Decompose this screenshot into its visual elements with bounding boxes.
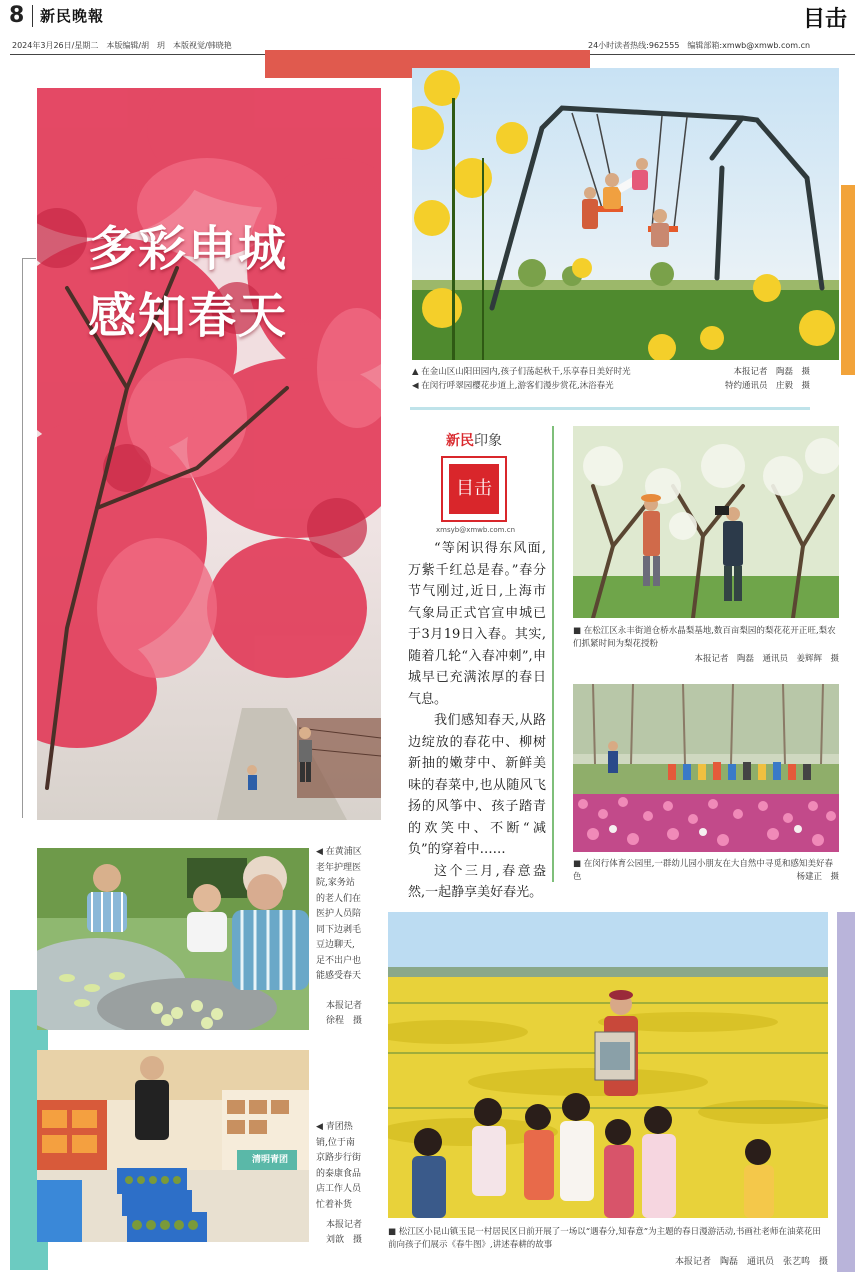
elderly-care-photo bbox=[37, 848, 309, 1030]
article-paragraph-3: 这个三月,春意盎然,一起静享美好春光。 bbox=[408, 863, 546, 900]
brand-name: 新民 bbox=[446, 433, 474, 449]
cherry-blossom-photo bbox=[37, 88, 381, 820]
swing-caption: ▲ 在金山区山阳田园内,孩子们荡起秋千,乐享春日美好时光 bbox=[412, 367, 631, 377]
logo-email: xmsyb@xmwb.com.cn bbox=[436, 526, 516, 534]
feature-title-line2: 感知春天 bbox=[88, 288, 289, 344]
article-body bbox=[408, 538, 546, 904]
article-paragraph-1: “等闲识得东风面,万紫千红总是春。”春分节气刚过,近日,上海市气象局正式官宣申城已于3月19日入春。其实,随着几轮“入春冲刺”,申城早已充满浓厚的春日气息。 bbox=[408, 541, 546, 707]
header-divider bbox=[32, 5, 33, 27]
hotline: 24小时读者热线:962555 编辑部箱:xmwb@xmwb.com.cn bbox=[588, 41, 811, 50]
page-number: 8 bbox=[9, 3, 25, 28]
elderly-caption: ◀ 在黄浦区老年护理医院,家务站的老人们在医护人员陪同下边剥毛豆边聊天,足不出户也能感受春天 bbox=[316, 847, 362, 981]
article-paragraph-2: 我们感知春天,从路边绽放的春花中、柳树新抽的嫩芽中、新鲜美味的春菜中,也从随风飞扬的风筝中、孩子踏青的欢笑中、不断“减负”的穿着中…… bbox=[408, 713, 546, 857]
pear-orchard-photo bbox=[573, 426, 839, 618]
tulip-park-photo bbox=[573, 684, 839, 852]
section-title: 目击 bbox=[803, 7, 848, 32]
elderly-credit-name: 徐程 摄 bbox=[325, 1016, 362, 1026]
accent-orange-strip bbox=[841, 185, 855, 375]
field-caption: ■ 松江区小昆山镇玉昆一村居民区日前开展了一场以“遇春分,知春意”为主题的春日漫游活动,书画社老师在油菜花田前向孩子们展示《春牛图》,讲述春耕的故事 bbox=[388, 1227, 821, 1250]
thin-bracket-top bbox=[22, 258, 36, 259]
elderly-credit-role: 本报记者 bbox=[325, 1001, 362, 1011]
pear-credit: 本报记者 陶磊 通讯员 姜辉辉 摄 bbox=[694, 654, 839, 664]
food-shop-photo bbox=[37, 1050, 309, 1242]
swing-credit: 本报记者 陶磊 摄 bbox=[733, 367, 810, 377]
cherry-caption: ◀ 在闵行呼翠园樱花步道上,游客们漫步赏花,沐浴春光 bbox=[412, 381, 614, 391]
feature-title-line1: 多彩申城 bbox=[88, 221, 289, 277]
swing-photo bbox=[412, 68, 839, 360]
brand-logo bbox=[436, 430, 516, 534]
food-credit-name: 刘歆 摄 bbox=[325, 1235, 362, 1245]
pear-caption: ■ 在松江区永丰街道仓桥水晶梨基地,数百亩梨园的梨花花开正旺,梨农们抓紧时间为梨花授粉 bbox=[573, 626, 836, 649]
brand-tail: 印象 bbox=[474, 433, 502, 449]
thin-bracket-line bbox=[22, 258, 23, 818]
accent-skyblue-rule bbox=[410, 407, 810, 410]
accent-lavender-strip bbox=[837, 912, 855, 1272]
tulip-credit: 杨建正 摄 bbox=[796, 872, 839, 882]
food-caption: ◀ 青团热销,位于南京路步行街的泰康食品店工作人员忙着补货 bbox=[316, 1122, 362, 1210]
food-credit-role: 本报记者 bbox=[325, 1220, 362, 1230]
field-credit: 本报记者 陶磊 通讯员 张艺鸣 摄 bbox=[674, 1257, 828, 1267]
cherry-credit: 特约通讯员 庄毅 摄 bbox=[724, 381, 810, 391]
accent-green-rule bbox=[552, 426, 554, 882]
badge-frame bbox=[441, 456, 507, 522]
rapeseed-field-photo bbox=[388, 912, 828, 1218]
food-shop-sign: 清明青团 bbox=[251, 1155, 288, 1165]
date-line: 2024年3月26日/星期二 本版编辑/胡 玥 本版视觉/韩晓艳 bbox=[12, 41, 232, 50]
badge-box: 目击 bbox=[449, 464, 499, 514]
paper-name: 新民晚報 bbox=[40, 7, 105, 25]
tulip-caption: ■ 在闵行体育公园里,一群幼儿园小朋友在大自然中寻觅和感知美好春色 bbox=[573, 859, 833, 882]
